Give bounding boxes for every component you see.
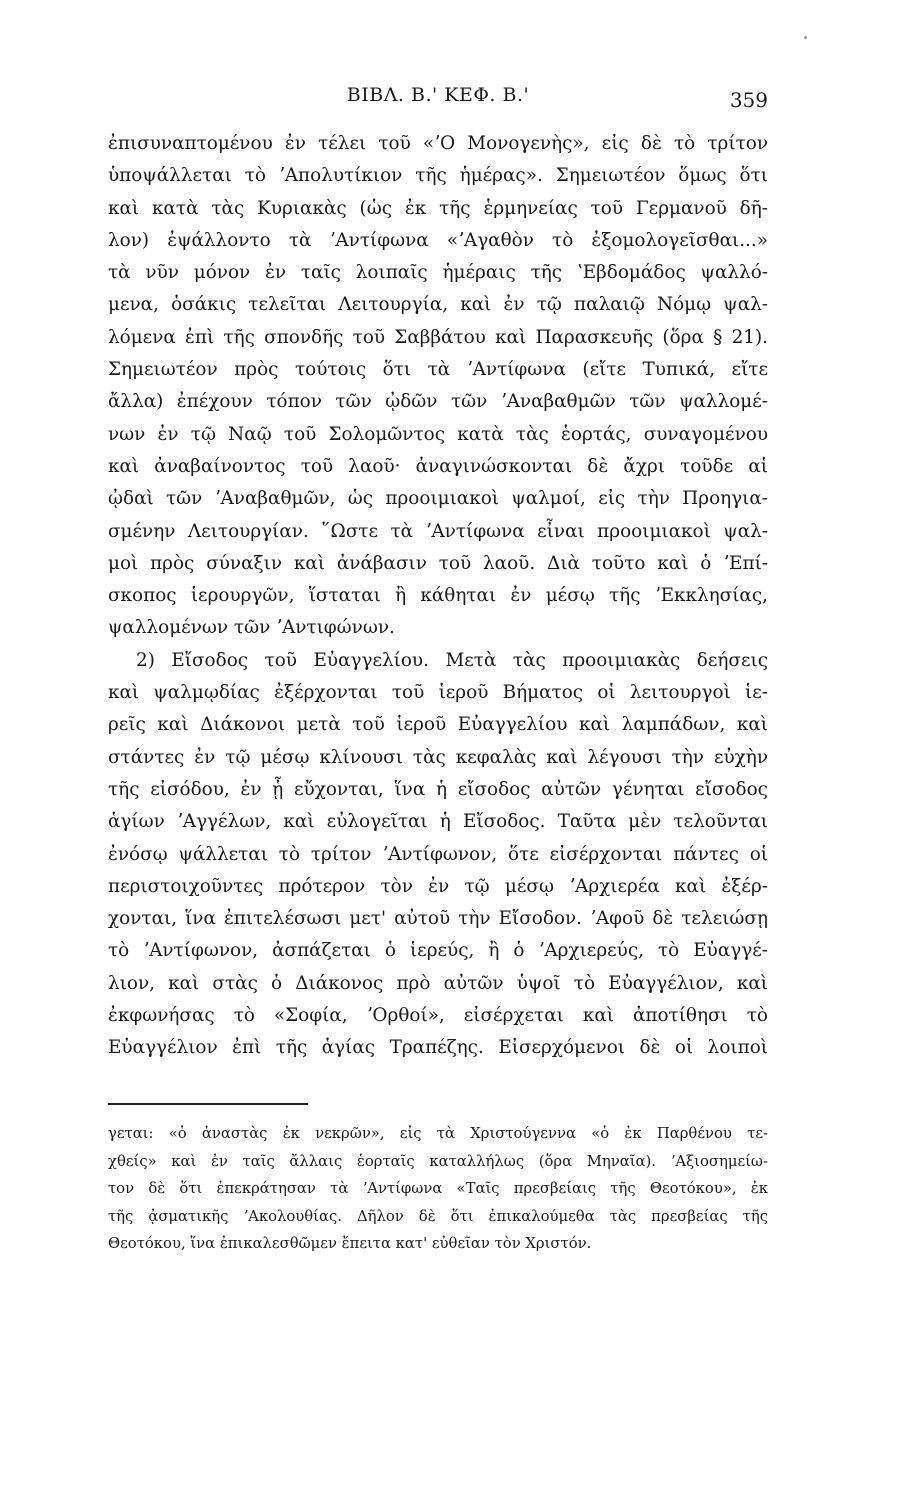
text-line: στάντες ἐν τῷ μέσῳ κλίνουσι τὰς κεφαλὰς καὶ λέγουσι τὴν εὐχὴν [108,746,768,768]
text-line: χονται, ἵνα ἐπιτελέσωσι μετ' αὐτοῦ τὴν Εἴσοδον. ʼΑφοῦ δὲ τελειώσῃ [108,908,768,930]
section-heading-line: 2) Εἴσοδος τοῦ Εὐαγγελίου. Μετὰ τὰς προοιμιακὰς δεήσεις [136,649,768,671]
text-line: Σημειωτέον πρὸς τούτοις ὅτι τὰ ʼΑντίφωνα (εἴτε Τυπικά, εἴτε [108,359,768,381]
footnote-line: γεται: «ὁ ἀναστὰς ἐκ νεκρῶν», εἰς τὰ Χριστούγεννα «ὁ ἐκ Παρθένου τε- [108,1125,768,1142]
scan-speck [804,36,807,39]
text-line: ᾠδαὶ τῶν ʼΑναβαθμῶν, ὡς προοιμιακοὶ ψαλμοί, εἰς τὴν Προηγια- [108,488,768,510]
footnote-line: τον δὲ ὅτι ἐπεκράτησαν τὰ ʼΑντίφωνα «Ταῖς πρεσβείαις τῆς Θεοτόκου», ἐκ [108,1180,768,1197]
text-line: καὶ ἀναβαίνοντος τοῦ λαοῦ· ἀναγινώσκονται δὲ ἄχρι τοῦδε αἱ [108,455,768,477]
text-line: σκοπος ἱερουργῶν, ἵσταται ἢ κάθηται ἐν μέσῳ τῆς ʼΕκκλησίας, [108,585,768,607]
text-line: σμένην Λειτουργίαν. ῞Ωστε τὰ ʼΑντίφωνα εἶναι προοιμιακοὶ ψαλ- [108,520,768,542]
text-line: τῆς εἰσόδου, ἐν ᾗ εὔχονται, ἵνα ἡ εἴσοδος αὐτῶν γένηται εἴσοδος [108,778,768,800]
text-line: ἐνόσῳ ψάλλεται τὸ τρίτον ʼΑντίφωνον, ὅτε εἰσέρχονται πάντες οἱ [108,843,768,865]
running-head [108,84,768,114]
text-line: νων ἐν τῷ Ναῷ τοῦ Σολομῶντος κατὰ τὰς ἑορτάς, συναγομένου [108,423,768,445]
text-line: τὸ ʼΑντίφωνον, ἀσπάζεται ὁ ἱερεύς, ἢ ὁ ʼΑρχιερεύς, τὸ Εὐαγγέ- [108,940,768,962]
page-number: 359 [729,88,768,112]
footnote [108,1120,768,1258]
running-title: ΒΙΒΛ. Β.' ΚΕΦ. Β.' [346,84,530,106]
footnote-line: Θεοτόκου, ἵνα ἐπικαλεσθῶμεν ἔπειτα κατ' εὐθεῖαν τὸν Χριστόν. [108,1235,592,1252]
text-line: ἁγίων ʼΑγγέλων, καὶ εὐλογεῖται ἡ Εἴσοδος. Ταῦτα μὲν τελοῦνται [108,811,768,833]
text-line: ἐπισυναπτομένου ἐν τέλει τοῦ «ʼΟ Μονογενὴς», εἰς δὲ τὸ τρίτον [108,133,768,154]
text-line: καὶ κατὰ τὰς Κυριακὰς (ὡς ἐκ τῆς ἑρμηνείας τοῦ Γερμανοῦ δῆ- [108,197,768,219]
text-line: Εὐαγγέλιον ἐπὶ τῆς ἁγίας Τραπέζης. Εἰσερχόμενοι δὲ οἱ λοιποὶ [108,1037,768,1059]
text-line: μοὶ πρὸς σύναξιν καὶ ἀνάβασιν τοῦ λαοῦ. Διὰ τοῦτο καὶ ὁ ʼΕπί- [108,552,768,574]
footnote-divider [108,1103,308,1105]
footnote-line: τῆς ᾀσματικῆς ʼΑκολουθίας. Δῆλον δὲ ὅτι ἐπικαλούμεθα τὰς πρεσβείας τῆς [108,1207,768,1225]
text-line: ψαλλομένων τῶν ʼΑντιφώνων. [108,617,395,639]
text-line: τὰ νῦν μόνον ἐν ταῖς λοιπαῖς ἡμέραις τῆς ʽΕβδομάδος ψαλλό- [108,262,768,284]
text-line: λον) ἐψάλλοντο τὰ ʼΑντίφωνα «ʼΑγαθὸν τὸ ἐξομολογεῖσθαι...» [108,229,768,251]
text-line: λόμενα ἐπὶ τῆς σπονδῆς τοῦ Σαββάτου καὶ Παρασκευῆς (ὅρα § 21). [108,326,768,348]
text-line: περιστοιχοῦντες πρότερον τὸν ἐν τῷ μέσῳ ʼΑρχιερέα καὶ ἐξέρ- [108,875,768,897]
text-line: ὑποψάλλεται τὸ ʼΑπολυτίκιον τῆς ἡμέρας». Σημειωτέον ὅμως ὅτι [108,165,768,187]
text-line: λιον, καὶ στὰς ὁ Διάκονος πρὸ αὐτῶν ὑψοῖ τὸ Εὐαγγέλιον, καὶ [108,972,768,994]
text-line: μενα, ὁσάκις τελεῖται Λειτουργία, καὶ ἐν τῷ παλαιῷ Νόμῳ ψαλ- [108,294,768,316]
body-text [108,128,768,1065]
text-line: καὶ ψαλμῳδίας ἐξέρχονται τοῦ ἱεροῦ Βήματος οἱ λειτουργοὶ ἱε- [108,682,768,704]
text-line: ἐκφωνήσας τὸ «Σοφία, ʼΟρθοί», εἰσέρχεται καὶ ἀποτίθησι τὸ [108,1005,768,1027]
text-line: ἄλλα) ἐπέχουν τόπον τῶν ᾠδῶν τῶν ʼΑναβαθμῶν τῶν ψαλλομέ- [108,391,768,413]
text-line: ρεῖς καὶ Διάκονοι μετὰ τοῦ ἱεροῦ Εὐαγγελίου καὶ λαμπάδων, καὶ [108,714,768,736]
footnote-line: χθείς» καὶ ἐν ταῖς ἄλλαις ἑορταῖς καταλλήλως (ὅρα Μηναῖα). ʼΑξιοσημείω- [108,1152,768,1170]
